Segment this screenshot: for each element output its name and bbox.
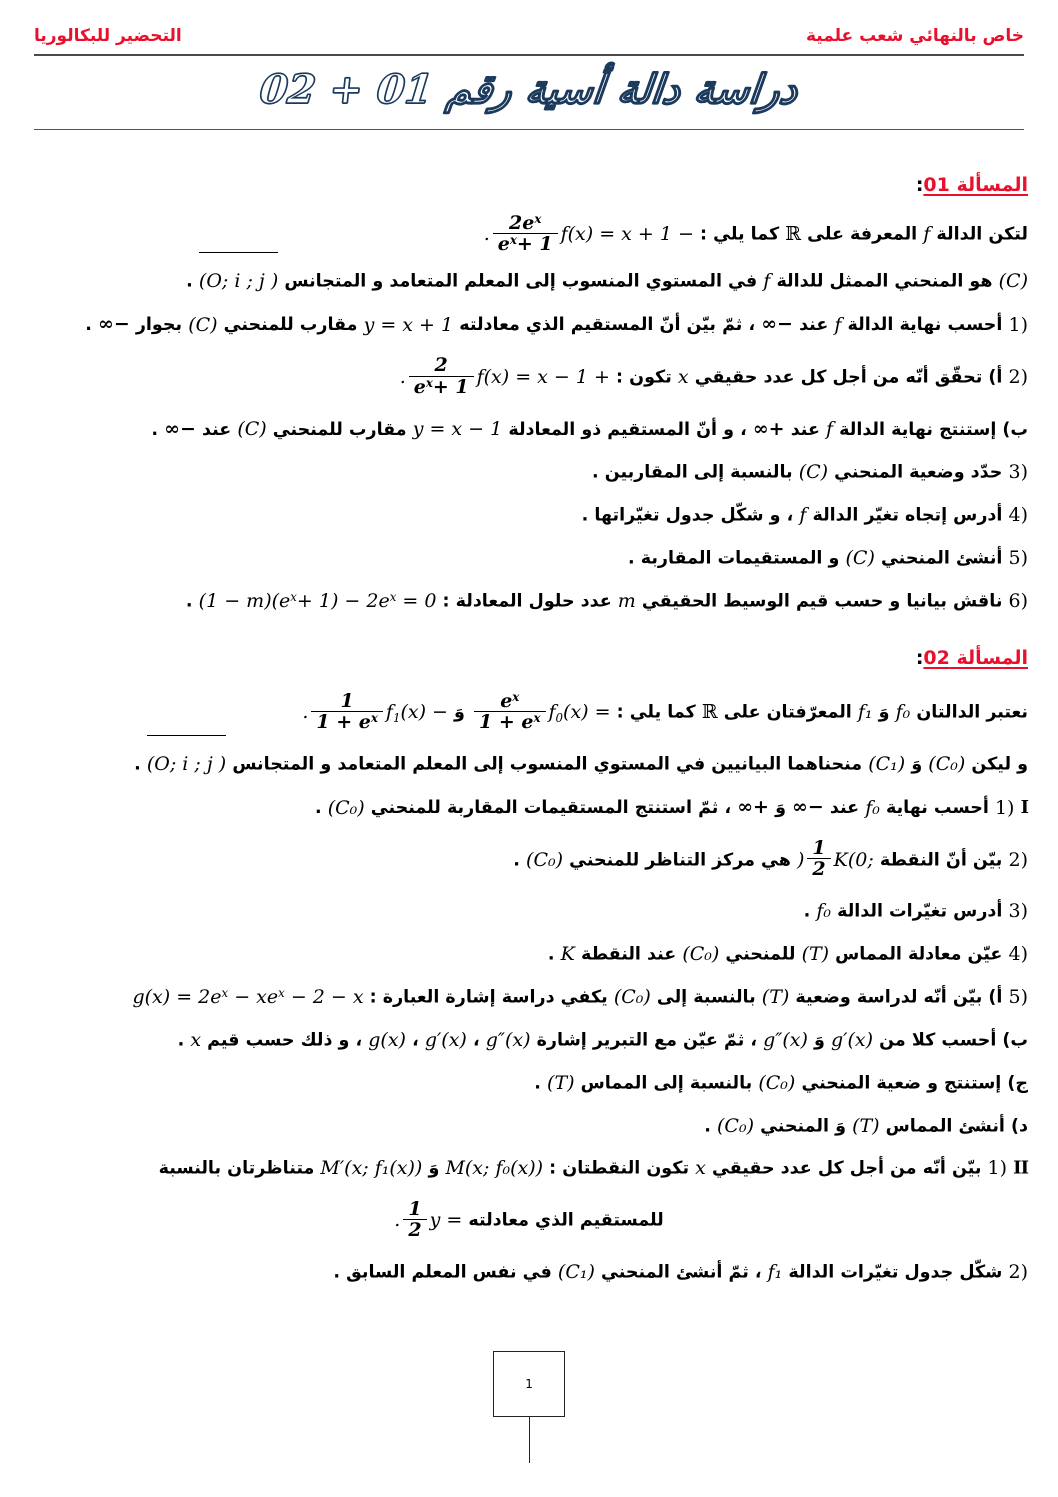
p1-q6-m: m — [617, 589, 636, 612]
p1-q6-end: . — [185, 590, 193, 611]
p1-q1-b: عند — [799, 315, 829, 336]
p2-section1-q3 — [30, 891, 1028, 932]
p1-q2b-ar: ب) إستنتج نهاية الدالة — [839, 419, 1028, 440]
p1-q1-c: ، ثمّ بيّن أنّ المستقيم الذي معادلته — [459, 315, 756, 336]
p1-intro-a: لتكن الدالة — [936, 224, 1028, 245]
p1-q1-infinity: −∞ — [761, 313, 793, 336]
p2-s1q5c-C0: (C₀) — [758, 1071, 796, 1094]
p1-q2a-b: تكون : — [616, 367, 672, 388]
p2-intro-a: نعتبر الدالتان — [916, 702, 1028, 723]
p2-mid-and: وَ — [454, 702, 465, 723]
p2-s1q2-a: بيّن أنّ النقطة — [879, 849, 1003, 870]
p2-s1q5-num: 5) — [1008, 986, 1028, 1009]
p2-section1-q5a — [30, 977, 1028, 1018]
p2-s2q1-and: وَ — [428, 1158, 440, 1179]
p2-s2q2-num: 2) — [1008, 1261, 1028, 1284]
p2-section2-q1-line2 — [30, 1191, 1028, 1250]
p2-curves-a: و ليكن — [971, 754, 1028, 775]
p1-question-4 — [30, 495, 1028, 536]
p2-s1q1-b: عند — [829, 798, 860, 819]
p1-q1-infinity-2: −∞ — [98, 313, 130, 336]
p2-s1q5c-T: (T) — [547, 1071, 575, 1094]
p1-frac-num-sup: x — [534, 211, 542, 226]
p2-curve-C0: (C₀) — [928, 753, 966, 776]
p1-q2a-x: x — [677, 365, 689, 388]
p2-s1q2-K: K(0; — [833, 848, 874, 871]
p2-s1q5b-a: ب) أحسب كلا من — [879, 1030, 1028, 1051]
p2-s1q1-infinity: −∞ — [792, 796, 824, 819]
p2-s1q5d-end: . — [704, 1116, 711, 1137]
p1-q2b-e: عند — [202, 419, 232, 440]
p1-q2a-ar: أ) تحقّق أنّه من أجل كل عدد حقيقي — [694, 367, 1003, 388]
p1-q6-num: 6) — [1008, 589, 1028, 612]
p2-curve-C1: (C₁) — [868, 753, 906, 776]
p1-q3-b: بالنسبة إلى المقاربين . — [591, 462, 793, 483]
p1-q6-equation: $(1 - m)(e^x+ 1) - 2e^x = 0$ — [198, 589, 437, 612]
p1-q3-C: (C) — [798, 460, 829, 483]
p2-s1q3-num: 3) — [1008, 900, 1028, 923]
p1-q6-a: ناقش بيانيا و حسب قيم الوسيط الحقيقي — [641, 590, 1003, 611]
p1-q2a-frac-den: e — [413, 375, 426, 398]
p2-s1q2-K-end: ) — [796, 848, 805, 871]
p1-frac-den: e — [497, 233, 510, 256]
p2-s1q4-C0: (C₀) — [682, 943, 720, 966]
p1-q2a-end: . — [399, 365, 406, 388]
problem-2-colon: : — [915, 647, 924, 670]
p2-s1q1-and: وَ — [775, 798, 786, 819]
p2-s2q1-line-equation: y = — [429, 1209, 463, 1232]
p2-s1q5d-a: د) أنشئ المماس — [885, 1116, 1028, 1137]
p1-q2a-frac-num: 2 — [434, 354, 448, 377]
p2-section1-q5c — [30, 1063, 1028, 1104]
page-footer — [0, 1351, 1058, 1463]
p1-q1-a: أحسب نهاية الدالة — [847, 315, 1003, 336]
p2-section-1-roman: I — [1020, 797, 1028, 819]
p1-curve-f: f — [763, 270, 771, 293]
page-header — [0, 0, 1058, 50]
problem-1-label: المسألة 01 — [923, 174, 1028, 196]
p2-section1-q1 — [30, 787, 1028, 828]
p1-q1-end: . — [85, 315, 92, 336]
p1-q2-num: 2) — [1008, 365, 1028, 388]
p2-s1q5c-b: بالنسبة إلى المماس — [580, 1073, 753, 1094]
p2-s1q3-f0: f₀ — [816, 900, 831, 923]
problem-2-heading — [30, 647, 1028, 669]
p2-section2-q1 — [30, 1148, 1028, 1189]
problem-1-colon: : — [915, 174, 924, 196]
p1-q1-d: مقارب للمنحني — [223, 315, 358, 336]
p2-curves-and: وَ — [911, 754, 923, 775]
document-title: دراسة دالة أسية رقم 01 + 02 — [257, 66, 801, 113]
p2-s2q2-a: شكّل جدول تغيّرات الدالة — [788, 1262, 1003, 1283]
p2-s1q5b-g: g(x) — [368, 1028, 406, 1051]
p2-s1q1-end: . — [314, 798, 322, 819]
p1-curve-a: هو المنحني الممثل للدالة — [776, 271, 993, 292]
p2-s2q1-end: . — [394, 1209, 401, 1232]
document-body — [0, 130, 1058, 1293]
p1-q3-a: حدّد وضعية المنحني — [834, 462, 1003, 483]
p1-q2b-end: . — [151, 419, 159, 440]
p2-s1q5b-sep-1: ، — [472, 1030, 480, 1051]
p1-frac-num: 2e — [509, 211, 535, 234]
p1-q4-f: f — [799, 503, 807, 526]
p2-s1q5a-T: (T) — [761, 986, 790, 1009]
p1-q1-num: 1) — [1008, 313, 1028, 336]
p2-s2q1-point-M: M(x; f₀(x)) — [445, 1157, 544, 1180]
p1-q1-C: (C) — [188, 313, 218, 336]
p2-f0-fraction: $\frac{e^x}{1 + e^x}$ — [474, 691, 545, 733]
p1-curve-b: في المستوي المنسوب إلى المعلم المتعامد و المتجانس — [284, 271, 758, 292]
p2-s1q5d-C0: (C₀) — [717, 1114, 754, 1137]
p2-s1q5b-g-double-prime: g″(x) — [763, 1028, 808, 1051]
p2-intro-f1: f₁ — [857, 701, 873, 724]
p1-question-6 — [30, 581, 1028, 622]
p1-q3-num: 3) — [1008, 460, 1028, 483]
p1-question-5 — [30, 538, 1028, 579]
p2-curves-frame: (O; i ; j ) — [147, 744, 226, 785]
p1-q2b-b: عند — [790, 419, 820, 440]
p1-q2b-infinity: +∞ — [752, 417, 785, 440]
p2-s1q5b-b: ، ثمّ عيّن مع التبرير إشارة — [536, 1030, 758, 1051]
p2-s1q1-C0: (C₀) — [327, 796, 365, 819]
p2-s1q5b-g-prime-2: g′(x) — [424, 1028, 467, 1051]
p1-frac-den-tail: + 1 — [516, 233, 553, 256]
p1-q5-C: (C) — [845, 546, 875, 569]
p1-q2b-f: f — [826, 418, 834, 441]
p2-intro-f0: f₀ — [895, 701, 911, 724]
p2-section1-q5d — [30, 1106, 1028, 1147]
p2-s1q1-f0: f₀ — [865, 796, 880, 819]
p1-formula-period: . — [483, 223, 490, 245]
p2-f1-lhs: $f_1(x)$ − — [385, 701, 448, 726]
p2-s2q1-num: 1) — [987, 1157, 1008, 1180]
p1-q2a-frac-den-sup: x — [425, 375, 433, 390]
p2-s1q5d-b: المنحني — [760, 1116, 829, 1137]
p1-intro-f: f — [923, 223, 931, 245]
p1-q2b-equation: y = x − 1 — [412, 418, 503, 441]
problem-2-label: المسألة 02 — [923, 647, 1028, 670]
p2-curves-b: منحناهما البيانيين في المستوي المنسوب إلى المعلم المتعامد و المتجانس — [232, 754, 863, 775]
p1-q1-e: بجوار — [135, 315, 183, 336]
p1-intro-line — [30, 210, 1028, 259]
p2-s1q5b-c: ، و ذلك حسب قيم — [207, 1030, 363, 1051]
p2-intro-line — [30, 683, 1028, 742]
p2-intro-reals: ℝ — [701, 701, 718, 724]
page-number-box — [493, 1351, 565, 1417]
p2-s1q4-end: . — [547, 944, 555, 965]
p2-s1q2-half: $\frac{1}{2}$ — [807, 838, 830, 880]
p2-section1-q5b — [30, 1020, 1028, 1061]
p2-s2q2-C1: (C₁) — [557, 1261, 595, 1284]
p1-intro-b: المعرفة على — [807, 224, 918, 245]
p2-s1q5d-T: (T) — [852, 1114, 880, 1137]
p2-s2q1-c: متناظرتان بالنسبة — [158, 1158, 315, 1179]
p2-curves-end: . — [134, 754, 141, 775]
p2-s1q5b-x: x — [190, 1028, 202, 1051]
p2-s1q1-num: 1) — [994, 796, 1015, 819]
p2-s1q5d-and: وَ — [835, 1116, 846, 1137]
p1-q4-b: ، و شكّل جدول تغيّراتها . — [581, 505, 794, 526]
p2-s1q5b-g-double-prime-2: g″(x) — [485, 1028, 531, 1051]
p2-intro-and: وَ — [878, 702, 890, 723]
p2-s2q1-b: تكون النقطتان : — [549, 1158, 690, 1179]
p1-curve-frame: (O; i ; j ) — [199, 261, 278, 302]
p2-s1q2-num: 2) — [1008, 848, 1028, 871]
p2-s1q1-infinity-2: +∞ — [737, 796, 769, 819]
p1-q2b-d: مقارب للمنحني — [272, 419, 407, 440]
p1-q6-b: عدد حلول المعادلة : — [442, 590, 612, 611]
p1-formula-lhs: f(x) = x + 1 − — [560, 223, 694, 245]
p1-question-2a — [30, 348, 1028, 407]
p2-s1q1-a: أحسب نهاية — [885, 798, 989, 819]
p2-section-2-roman: II — [1013, 1157, 1028, 1179]
title-band — [0, 56, 1058, 125]
p1-q5-a: أنشئ المنحني — [880, 548, 1003, 569]
p2-s1q5c-end: . — [534, 1073, 541, 1094]
p2-s1q2-end: . — [513, 849, 520, 870]
p2-s1q4-K: K — [560, 943, 575, 966]
p1-question-2b — [30, 409, 1028, 450]
p2-s1q5a-C0: (C₀) — [613, 986, 651, 1009]
p2-intro-c: كما يلي : — [616, 702, 696, 723]
p2-f1-fraction: $\frac{1}{1 + e^x}$ — [311, 691, 382, 733]
p2-f0-lhs: $f_0(x)$ = — [548, 701, 611, 726]
p2-s2q1-line2-text: للمستقيم الذي معادلته — [468, 1210, 664, 1231]
p1-q2a-fraction — [409, 355, 474, 397]
p1-formula-fraction — [493, 213, 558, 255]
p1-curve-C: (C) — [998, 270, 1028, 293]
p1-q2a-frac-den-tail: + 1 — [432, 375, 469, 398]
p2-s1q3-end: . — [803, 901, 811, 922]
header-right-text: خاص بالنهائي شعب علمية — [805, 26, 1024, 46]
p1-q4-num: 4) — [1008, 503, 1028, 526]
p1-q2b-c: ، و أنّ المستقيم ذو المعادلة — [508, 419, 747, 440]
p2-s1q4-num: 4) — [1008, 943, 1028, 966]
p1-q2a-lhs: f(x) = x − 1 + — [476, 365, 610, 388]
p2-s1q2-C0: (C₀) — [526, 848, 564, 871]
p1-curve-end: . — [186, 271, 193, 292]
p2-s2q1-x: x — [695, 1157, 706, 1180]
p2-s1q5a-b: بالنسبة إلى — [656, 987, 756, 1008]
p2-s1q5c-a: ج) إستنتج و ضعية المنحني — [801, 1073, 1028, 1094]
p2-section1-q2 — [30, 831, 1028, 890]
p2-s1q4-a: عيّن معادلة المماس — [835, 944, 1003, 965]
p1-question-3 — [30, 452, 1028, 493]
p2-s1q5a-g-expression: $g(x) = 2e^x - xe^x - 2 - x$ — [132, 986, 364, 1009]
p2-s2q1-a: بيّن أنّه من أجل كل عدد حقيقي — [711, 1158, 982, 1179]
p2-s1q5a-a: أ) بيّن أنّه لدراسة وضعية — [795, 987, 1003, 1008]
p2-f-end: . — [302, 701, 309, 724]
p2-s1q5b-end: . — [177, 1030, 185, 1051]
p2-s2q2-c: في نفس المعلم السابق . — [333, 1262, 552, 1283]
problem-1-heading — [30, 174, 1028, 196]
p2-s2q2-b: ، ثمّ أنشئ المنحني — [601, 1262, 762, 1283]
p1-q4-a: أدرس إتجاه تغيّر الدالة — [812, 505, 1003, 526]
p1-q1-f: f — [834, 313, 842, 336]
header-left-text: التحضير للبكالوريا — [34, 26, 182, 46]
p1-q2b-infinity-2: −∞ — [164, 417, 196, 440]
p2-s2q2-f1: f₁ — [767, 1261, 783, 1284]
p1-frac-den-sup: x — [509, 233, 517, 248]
p2-s1q2-b: هي مركز التناظر للمنحني — [569, 849, 791, 870]
p2-s1q4-T: (T) — [801, 943, 830, 966]
p1-q5-b: و المستقيمات المقاربة . — [627, 548, 840, 569]
p1-question-1 — [30, 304, 1028, 345]
p2-s1q5b-and: وَ — [814, 1030, 825, 1051]
footer-stem — [529, 1417, 530, 1463]
p2-s1q5b-sep-2: ، — [412, 1030, 419, 1051]
p2-s1q1-c: ، ثمّ استنتج المستقيمات المقاربة للمنحني — [370, 798, 732, 819]
p2-s1q5b-g-prime: g′(x) — [831, 1028, 874, 1051]
p1-intro-reals: ℝ — [785, 223, 802, 245]
p2-s2q1-half: $\frac{1}{2}$ — [403, 1199, 426, 1241]
p2-curves-line — [30, 744, 1028, 785]
p2-s1q3-a: أدرس تغيّرات الدالة — [837, 901, 1003, 922]
p2-section1-q4 — [30, 934, 1028, 975]
page-number: 1 — [525, 1377, 533, 1391]
p2-s1q4-c: عند النقطة — [580, 944, 677, 965]
p1-q1-equation: y = x + 1 — [363, 313, 454, 336]
p2-s2q1-point-M-prime: M′(x; f₁(x)) — [320, 1157, 423, 1180]
p2-section2-q2 — [30, 1252, 1028, 1293]
p2-intro-b: المعرّفتان على — [723, 702, 852, 723]
p2-s1q5a-c: يكفي دراسة إشارة العبارة : — [369, 987, 608, 1008]
p2-s1q4-b: للمنحني — [725, 944, 796, 965]
p1-curve-line — [30, 261, 1028, 302]
p1-q2b-C: (C) — [237, 418, 267, 441]
p1-q5-num: 5) — [1008, 546, 1028, 569]
p1-intro-c: كما يلي : — [700, 224, 780, 245]
